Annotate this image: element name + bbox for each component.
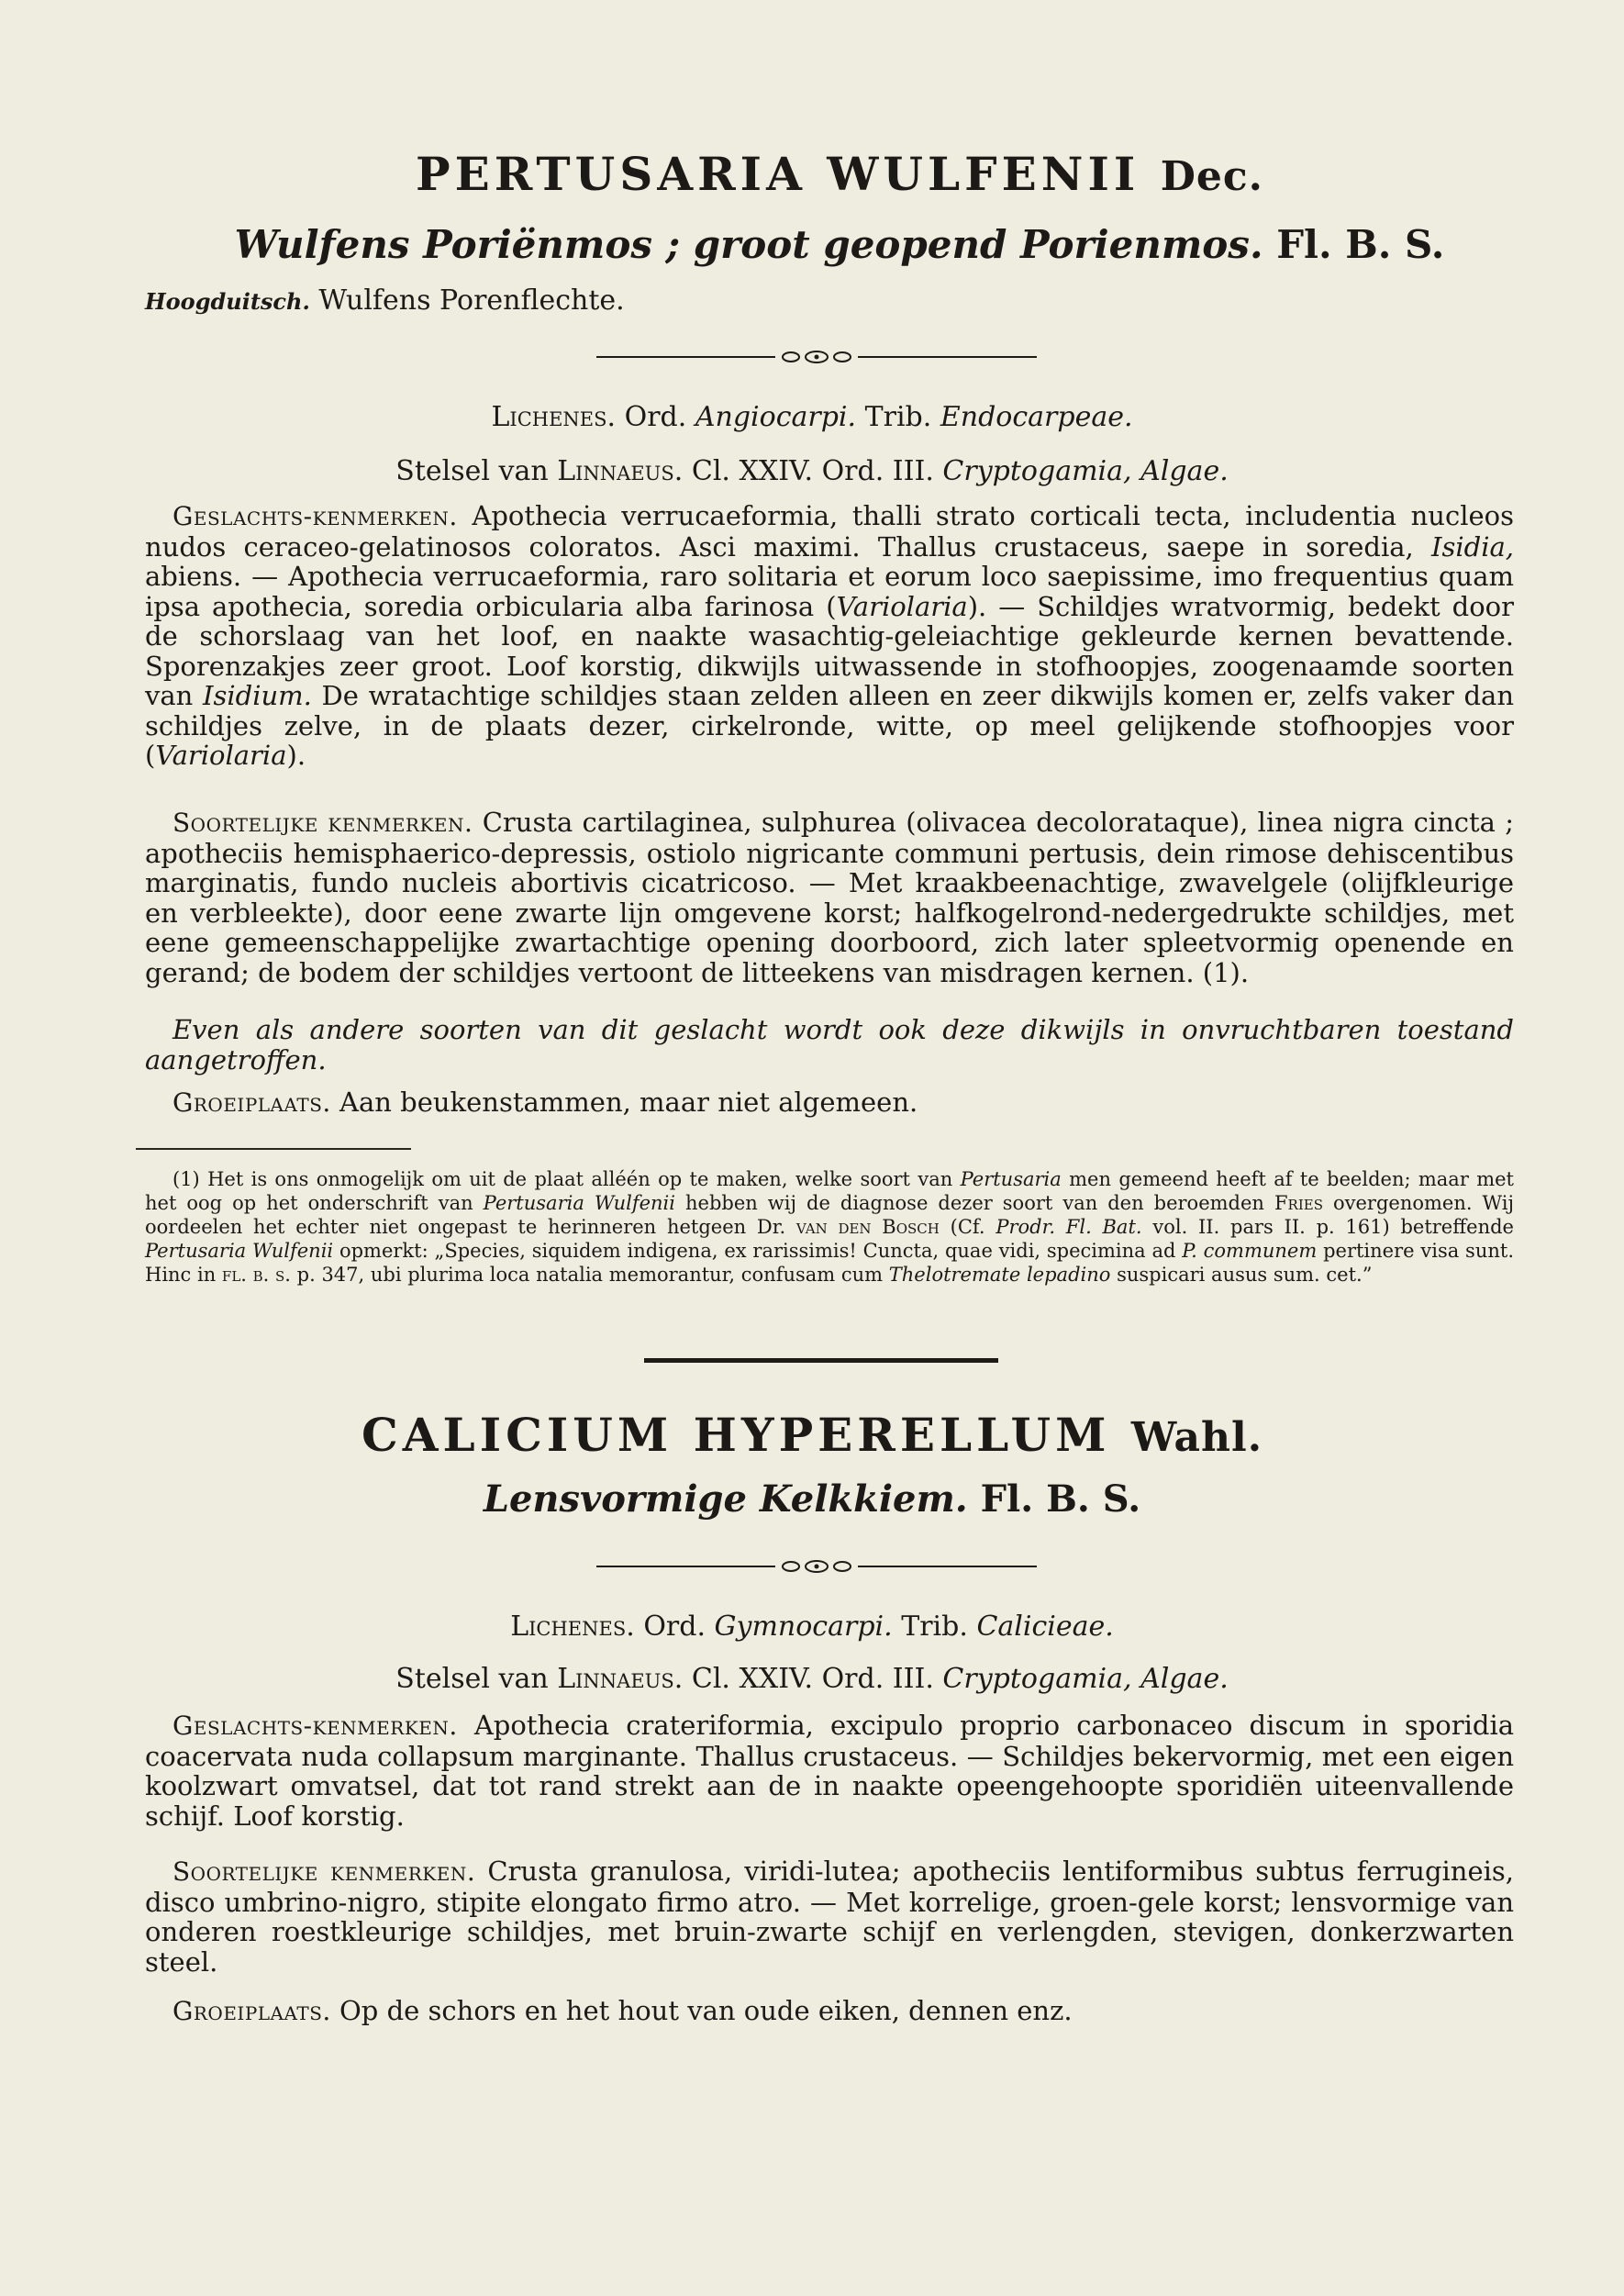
trib-label-2: Trib. xyxy=(901,1611,968,1643)
lichenes: Lichenes. xyxy=(491,401,617,433)
fn-i6: Thelotremate lepadino xyxy=(888,1264,1111,1286)
linnaeus-2: Linnaeus. xyxy=(557,1663,684,1695)
order-number-2: Ord. III. xyxy=(821,1663,934,1695)
entry2-habitat xyxy=(145,1996,1514,2027)
entry2-classification-1 xyxy=(0,1611,1624,1643)
fn-fries: Fries xyxy=(1274,1192,1323,1214)
fn-t10: suspicari ausus sum. cet.” xyxy=(1117,1264,1373,1286)
stelsel-prefix: Stelsel van xyxy=(395,455,549,487)
fn-t3: hebben wij de diagnose dezer soort van den beroemden xyxy=(685,1192,1264,1214)
section-separator xyxy=(644,1358,998,1363)
habitat-label-2: Groeiplaats. xyxy=(172,1996,331,2026)
entry1-habitat xyxy=(145,1087,1514,1119)
fn-flbs: fl. b. s. xyxy=(221,1264,291,1286)
genus-variolaria: Variolaria xyxy=(836,590,968,622)
entry1-genus-characters xyxy=(145,501,1514,771)
genus-text-2: abiens. — Apothecia verrucaeformia, raro solitaria et eorum loco saepissime, imo frequentius quam ipsa apothecia, soredia orbicularia alba farinosa ( xyxy=(145,561,1514,622)
species-label-2: Soortelijke kenmerken. xyxy=(172,1856,476,1887)
ornament-divider-1 xyxy=(596,351,1037,363)
linnaeus: Linnaeus. xyxy=(557,455,684,487)
algae: Algae. xyxy=(1140,455,1229,487)
fn-i2: Pertusaria Wulfenii xyxy=(483,1192,675,1214)
fn-t5: (Cf. xyxy=(950,1216,985,1238)
ornament-divider-2 xyxy=(596,1560,1037,1573)
genus-text-1: Apothecia verrucaeformia, thalli strato corticali tecta, includentia nucleos nudos ceraceo-gelatinosos coloratos. Asci maximi. Thallus crustaceus, saepe in soredia, xyxy=(145,500,1514,563)
entry1-title xyxy=(0,147,1624,201)
entry1-hoog-name: Wulfens Porenflechte. xyxy=(318,284,625,317)
genus-text-2-entry: Apothecia crateriformia, excipulo proprio carbonaceo discum in sporidia coacervata nuda collapsum marginante. Thallus crustaceus. — Schildjes bekervormig, met een eigen koolzwart omvatsel, dat tot rand strekt aan de in naakte opeengehoopte sporidiën uiteenvallende schijf. Loof korstig. xyxy=(145,1710,1515,1832)
lichenes-2: Lichenes. xyxy=(510,1611,635,1643)
entry1-subtitle xyxy=(0,222,1624,267)
habitat-text: Aan beukenstammen, maar niet algemeen. xyxy=(339,1087,918,1118)
entry2-species-characters xyxy=(145,1856,1514,1977)
class-number-2: Cl. XXIV. xyxy=(691,1663,814,1695)
entry2-title-name: CALICIUM HYPERELLUM xyxy=(361,1408,1111,1462)
genus-text-4: De wratachtige schildjes staan zelden alleen en zeer dikwijls komen er, zelfs vaker dan schildjes zelve, in de plaats dezer, cirkelronde, witte, op meel gelijkende stofhoopjes voor ( xyxy=(145,680,1515,771)
entry2-title-author: Wahl. xyxy=(1130,1414,1263,1461)
genus-isidium: Isidium. xyxy=(203,680,312,711)
fn-i5: P. communem xyxy=(1182,1240,1318,1262)
entry1-species-characters xyxy=(145,808,1514,987)
fn-i3: Prodr. Fl. Bat. xyxy=(996,1216,1142,1238)
italic-note-text: Even als andere soorten van dit geslacht wordt ook deze dikwijls in onvruchtbaren toestand aangetroffen. xyxy=(145,1014,1514,1076)
entry1-title-name: PERTUSARIA WULFENII xyxy=(416,147,1140,201)
fn-bosch: van den Bosch xyxy=(795,1216,940,1238)
fn-t2: men gemeend heeft af te beelden; maar met het oog op het onderschrift van xyxy=(145,1168,1514,1214)
species-label: Soortelijke kenmerken. xyxy=(172,808,473,838)
entry1-classification-2 xyxy=(0,455,1624,487)
genus-isidia: Isidia, xyxy=(1431,530,1514,563)
entry2-subtitle xyxy=(0,1477,1624,1521)
entry1-flora-ref: Fl. B. S. xyxy=(1276,222,1445,267)
fn-t9: p. 347, ubi plurima loca natalia memorantur, confusam cum xyxy=(296,1264,884,1286)
habitat-text-2: Op de schors en het hout van oude eiken, dennen enz. xyxy=(339,1995,1073,2026)
trib-value-2: Calicieae. xyxy=(976,1611,1114,1643)
genus-label-2: Geslachts-kenmerken. xyxy=(172,1711,458,1741)
ord-value: Angiocarpi. xyxy=(695,401,857,433)
ord-value-2: Gymnocarpi. xyxy=(714,1611,893,1643)
habitat-label: Groeiplaats. xyxy=(172,1087,331,1118)
fn-t1: (1) Het is ons onmogelijk om uit de plaat alléén op te maken, welke soort van xyxy=(172,1168,953,1190)
fn-i4: Pertusaria Wulfenii xyxy=(145,1240,334,1262)
fn-t7: opmerkt: „Species, siquidem indigena, ex rarissimis! Cuncta, quae vidi, specimina ad xyxy=(339,1240,1176,1262)
order-number: Ord. III. xyxy=(821,455,934,487)
species-text: Crusta cartilaginea, sulphurea (olivacea decolorataque), linea nigra cincta ; apotheciis hemisphaerico-depressis, ostiolo nigricante communi pertusis, dein rimose dehiscentibus marginatis, fundo nucleis abortivis cicatricoso. — Met kraakbeenachtige, zwavelgele (olijfkleurige en verbleekte), door eene zwarte lijn omgevene korst; halfkogelrond-nedergedrukte schildjes, met eene gemeenschappelijke zwartachtige opening doorboord, zich later spleetvormig openende en gerand; de bodem der schildjes vertoont de litteekens van misdragen kernen. (1). xyxy=(145,807,1514,988)
entry1-subtitle-text: Wulfens Poriënmos ; groot geopend Porienmos. xyxy=(234,222,1263,267)
entry2-classification-2 xyxy=(0,1663,1624,1695)
trib-value: Endocarpeae. xyxy=(940,401,1133,433)
algae-2: Algae. xyxy=(1140,1663,1229,1695)
entry1-classification-1 xyxy=(0,401,1624,433)
footnote-rule xyxy=(136,1148,411,1150)
genus-label: Geslachts-kenmerken. xyxy=(172,501,458,531)
cryptogamia: Cryptogamia, xyxy=(942,455,1132,487)
class-number: Cl. XXIV. xyxy=(691,455,814,487)
ord-label: Ord. xyxy=(624,401,687,433)
fn-t4: overgenomen. Wij oordeelen het echter niet ongepast te herinneren hetgeen Dr. xyxy=(145,1192,1514,1238)
entry1-title-author: Dec. xyxy=(1160,153,1263,200)
fn-t8: pertinere visa sunt. Hinc in xyxy=(145,1240,1514,1286)
cryptogamia-2: Cryptogamia, xyxy=(942,1663,1132,1695)
fn-i1: Pertusaria xyxy=(960,1168,1062,1190)
trib-label: Trib. xyxy=(864,401,932,433)
footnote xyxy=(145,1167,1514,1287)
entry2-title xyxy=(0,1408,1624,1462)
entry1-hoog-label: Hoogduitsch. xyxy=(145,288,310,315)
genus-variolaria-2: Variolaria xyxy=(155,740,287,771)
entry1-hoogduitsch xyxy=(145,284,625,317)
genus-text-5: ). xyxy=(286,740,306,771)
entry2-genus-characters xyxy=(145,1711,1514,1831)
stelsel-prefix-2: Stelsel van xyxy=(395,1663,549,1695)
fn-t6: vol. II. pars II. p. 161) betreffende xyxy=(1152,1216,1514,1238)
species-text-2: Crusta granulosa, viridi-lutea; apotheciis lentiformibus subtus ferrugineis, disco umbrino-nigro, stipite elongato firmo atro. — Met korrelige, groen-gele korst; lensvormige van onderen roestkleurige schildjes, met bruin-zwarte schijf en verlengden, stevigen, donkerzwarten steel. xyxy=(145,1856,1514,1978)
entry1-italic-note xyxy=(145,1015,1514,1075)
entry2-flora-ref: Fl. B. S. xyxy=(980,1477,1141,1521)
ord-label-2: Ord. xyxy=(643,1611,706,1643)
genus-text-3: ). — Schildjes wratvormig, bedekt door de schorslaag van het loof, en naakte wasachtig-geleiachtige gekleurde kernen bevattende. Sporenzakjes zeer groot. Loof korstig, dikwijls uitwassende in stofhoopjes, zoogenaamde soorten van xyxy=(145,590,1514,711)
entry2-subtitle-text: Lensvormige Kelkkiem. xyxy=(483,1477,968,1521)
